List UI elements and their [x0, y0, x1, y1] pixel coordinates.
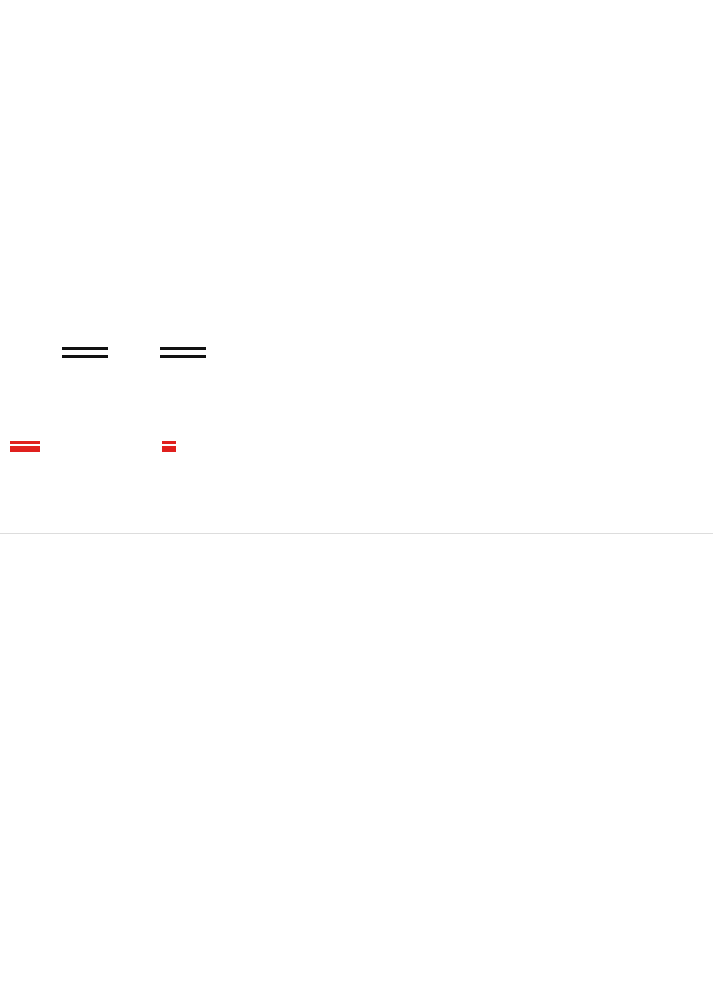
bar-graphic: [62, 347, 108, 358]
red-bar-graphic: [162, 441, 176, 452]
prize-header-row: [0, 516, 713, 534]
red-bar-graphic: [10, 441, 40, 452]
bar-graphic: [160, 347, 206, 358]
